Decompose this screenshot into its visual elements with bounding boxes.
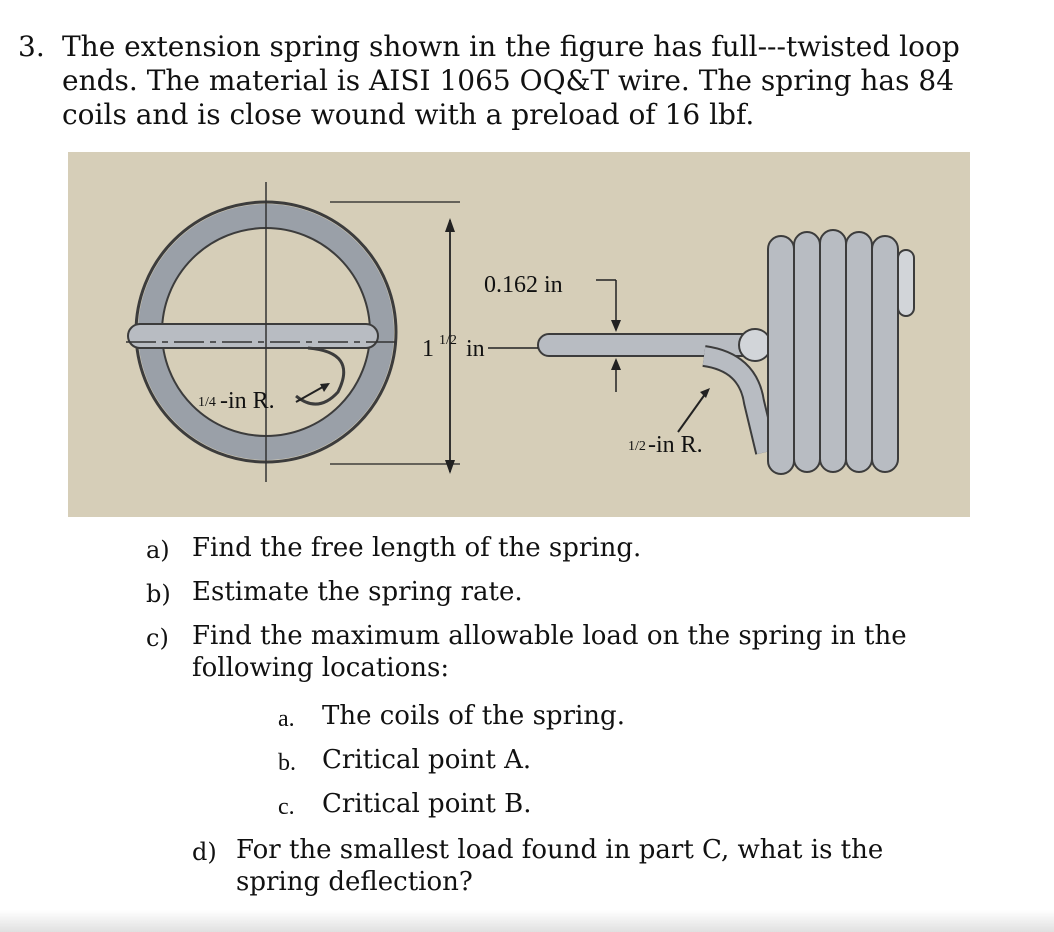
radius-quarter-fraction: 1/4 — [198, 395, 216, 410]
subquestion-b-text: Critical point A. — [322, 745, 532, 775]
question-c-label: c) — [146, 624, 169, 652]
loop-diameter-fraction: 1/2 — [439, 333, 457, 348]
question-a-text: Find the free length of the spring. — [192, 533, 642, 563]
spring-diagram — [68, 152, 970, 517]
subquestion-c-text: Critical point B. — [322, 789, 532, 819]
wire-diameter-label: 0.162 in — [484, 272, 563, 298]
subquestion-b-label: b. — [278, 750, 296, 776]
question-d-text: For the smallest load found in part C, what is the spring deflection? — [236, 835, 884, 897]
radius-quarter-label: -in R. — [220, 388, 275, 414]
question-c-text: Find the maximum allowable load on the spring in the following locations: — [192, 621, 907, 683]
subquestion-a-text: The coils of the spring. — [322, 701, 625, 731]
question-a-label: a) — [146, 536, 170, 564]
question-b-label: b) — [146, 580, 171, 608]
loop-end-view — [126, 182, 460, 482]
problem-text: The extension spring shown in the figure has full---twisted loop ends. The material is AISI 1065 OQ&T wire. The spring has 84 coils and is close wound with a preload of 16 lbf. — [62, 30, 960, 131]
subquestion-c-label: c. — [278, 794, 295, 820]
question-d-label: d) — [192, 838, 217, 866]
loop-diameter-unit: in — [466, 336, 485, 362]
subquestion-a-label: a. — [278, 706, 295, 732]
problem-number: 3. — [18, 30, 45, 63]
radius-half-label: -in R. — [648, 432, 703, 458]
page-bottom-shadow — [0, 910, 1054, 932]
radius-half-fraction: 1/2 — [628, 439, 646, 454]
spring-figure — [68, 152, 970, 517]
loop-diameter-whole: 1 — [422, 336, 434, 362]
question-b-text: Estimate the spring rate. — [192, 577, 523, 607]
